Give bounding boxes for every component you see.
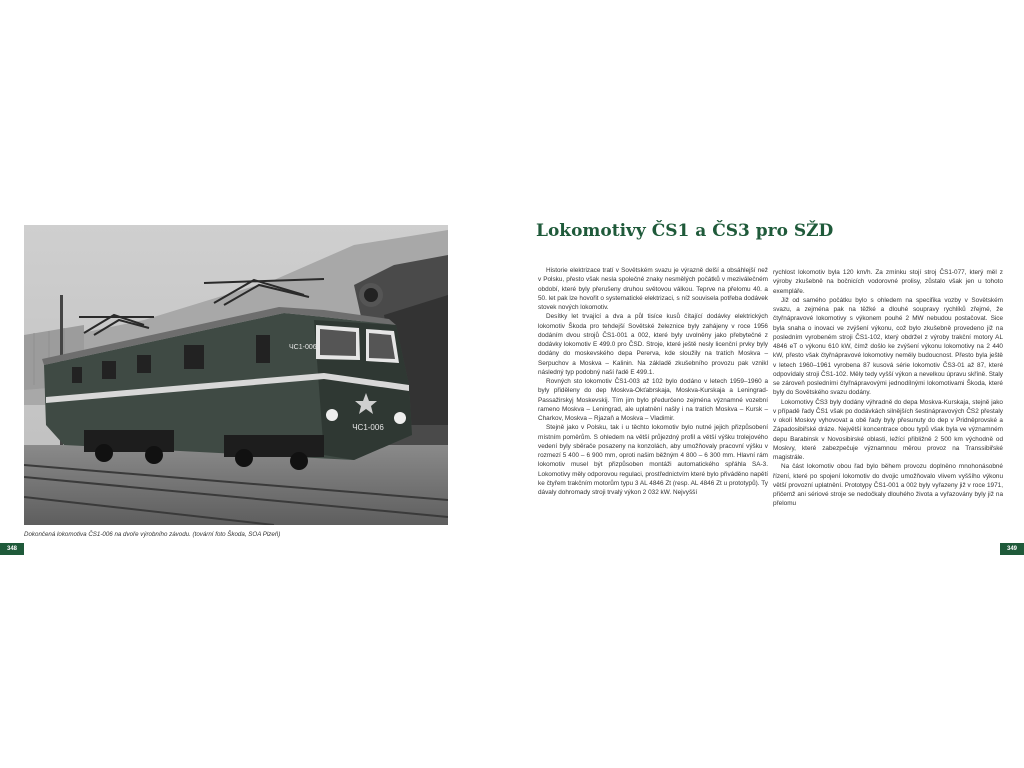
right-page (512, 0, 1024, 768)
front-number-plate: ЧС1-006 (352, 423, 384, 432)
paragraph: Na část lokomotiv obou řad bylo během provozu doplněno mnohonásobné řízení, které po spojení lokomotiv do dvojic umožňovalo vlivem vyššího výkonu větší provozní uplatnění. Prototypy ČS1-001 a 002 byly vyřazeny již v roce 1971, přičemž ani sériové stroje se nedočkaly dlouhého života a vyřazovány byly již na přelomu (773, 463, 1003, 508)
photo-caption: Dokončená lokomotiva ČS1-006 na dvoře výrobního závodu. (tovární foto Škoda, SOA Plzeň) (24, 531, 281, 538)
side-number-plate: ЧС1-006 (289, 344, 317, 351)
page-number-right: 349 (1000, 543, 1024, 555)
locomotive-photo (24, 225, 448, 525)
paragraph: Rovných sto lokomotiv ČS1-003 až 102 bylo dodáno v letech 1959–1960 a byly přiděleny do dep Moskva-Okťabrskaja, Moskva-Kurskaja a Leningrad-Passažirskyj Moskevskij. Tím jim bylo předurčeno zejména významné vozební rameno Moskva – Leningrad, ale uplatnění našly i na tratích Moskva – Kursk – Charkov, Moskva – Rjazaň a Moskva – Vladimir. (538, 378, 768, 422)
paragraph: Již od samého počátku bylo s ohledem na specifika vozby v Sovětském svazu, a zejména pak na těžké a dlouhé soupravy rychlíků zřejmé, že čtyřnápravové lokomotivy s výkonem pouhé 2 MW nebudou postačovat. Sice byla snaha o inovaci ve zvýšení výkonu, což bylo zkušebně provedeno již na posledním vyrobeném stroji ČS1-102, který obdržel z výroby trakční motory AL 4846 eT o výkonu 610 kW, čímž došlo ke zvýšení výkonu lokomotivy na 2 440 kW, přesto však čtyřnápravové lokomotivy neměly budoucnost. Přesto byla ještě v letech 1960–1961 vyrobena 87 kusová série lokomotiv ČS3-01 až 87, které odpovídaly stroji ČS1-102. Měly tedy vyšší výkon a nevelkou úpravu skříně. Staly se zároveň posledními čtyřnápravovými jednodílnými lokomotivami Škoda, které byly do Sovětského svazu dodány. (773, 296, 1003, 397)
paragraph: rychlost lokomotiv byla 120 km/h. Za zmínku stojí stroj ČS1-077, který měl z výroby zkušebně na bočnicích vodorovné prolisy, zůstalo však jen u tohoto exempláře. (773, 269, 1003, 295)
paragraph: Desítky let trvající a dva a půl tisíce kusů čítající dodávky elektrických lokomotiv Škoda pro tehdejší Sovětské železnice byly zahájeny v roce 1956 dodáním dvou strojů ČS1-001 a 002, které byly uvolněny jako přebytečné z dodávky lokomotiv E 499.0 pro ČSD. Stroje, které ještě nesly licenční prvky byly dodány do moskevského depa Pererva, kde sloužily na tratích Moskva – Serpuchov a Moskva – Kalinin. Na základě zkušebního provozu pak vznikl následný typ podobný naší řadě E 499.1. (538, 313, 768, 376)
text-column-1 (538, 266, 768, 497)
page-number-left: 348 (0, 543, 24, 555)
chapter-title: Lokomotivy ČS1 a ČS3 pro SŽD (536, 221, 834, 241)
paragraph: Historie elektrizace tratí v Sovětském svazu je výrazně delší a obsáhlejší než v Polsku, přesto však nesla společné znaky nesmělých počátků v meziválečném období, které byly přerušeny druhou světovou válkou. Teprve na přelomu 40. a 50. let pak lze hovořit o systematické elektrizaci, s níž souvisela potřeba dodávek stovek nových lokomotiv. (538, 267, 768, 311)
paragraph: Stejně jako v Polsku, tak i u těchto lokomotiv bylo nutné jejich přizpůsobení místním poměrům. S ohledem na větší průjezdný profil a větší výšku trolejového vedení byly sběrače posazeny na konzolách, aby umožňovaly pracovní výšku v rozmezí 5 400 – 6 900 mm, oproti našim běžným 4 800 – 6 300 mm. Hlavní rám lokomotiv musel být přizpůsoben montáži automatického spřáhla SA-3. Lokomotivy měly odporovou regulaci, prostřednictvím které bylo přiváděno napětí ke čtyřem trakčním motorům typu 3 AL 4846 Zt (resp. AL 4846 Zt u prototypů). Ty dávaly dohromady stroji trvalý výkon 2 032 kW. Nejvyšší (538, 424, 768, 496)
text-column-2 (773, 268, 1003, 509)
paragraph: Lokomotivy ČS3 byly dodány výhradně do depa Moskva-Kurskaja, stejně jako v případě řady ČS1 však po dodávkách silnějších šestinápravových ČS2 přestaly v okolí Moskvy vyhovovat a obě řady byly přesunuty do dep v Pridněprovské a Západosibiřské dráze. Největší koncentrace obou typů však byla ve významném depu Barabinsk v Novosibirské oblasti, ležící přibližně 2 500 km východně od Moskvy, které zabezpečuje významnou měrou provoz na Transsibiřské magistrále. (773, 398, 1003, 461)
